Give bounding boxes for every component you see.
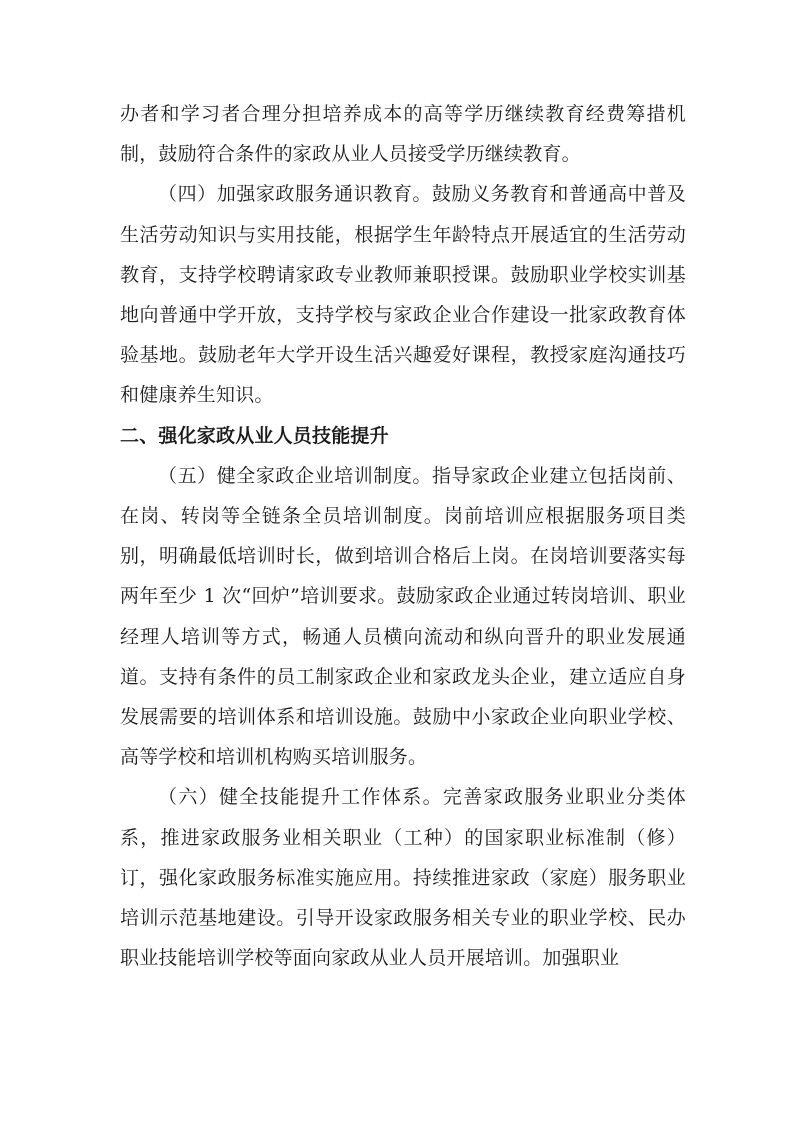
paragraph-section-4: （四）加强家政服务通识教育。鼓励义务教育和普通高中普及生活劳动知识与实用技能，根据学生年龄特点开展适宜的生活劳动教育，支持学校聘请家政专业教师兼职授课。鼓励职业学校实训基地向普通中学开放，支持学校与家政企业合作建设一批家政教育体验基地。鼓励老年大学开设生活兴趣爱好课程，教授家庭沟通技巧和健康养生知识。: [120, 183, 686, 407]
paragraph-continuation: 办者和学习者合理分担培养成本的高等学历继续教育经费筹措机制，鼓励符合条件的家政从业人员接受学历继续教育。: [120, 103, 686, 166]
paragraph-section-5: （五）健全家政企业培训制度。指导家政企业建立包括岗前、在岗、转岗等全链条全员培训制度。岗前培训应根据服务项目类别，明确最低培训时长，做到培训合格后上岗。在岗培训要落实每两年至少 1 次“回炉”培训要求。鼓励家政企业通过转岗培训、职业经理人培训等方式，畅通人员横向流动和纵向晋升的职业发展通道。支持有条件的员工制家政企业和家政龙头企业，建立适应自身发展需要的培训体系和培训设施。鼓励中小家政企业向职业学校、高等学校和培训机构购买培训服务。: [120, 464, 686, 769]
document-body: [120, 94, 686, 978]
section-heading-2: 二、强化家政从业人员技能提升: [120, 424, 389, 447]
paragraph-section-6: （六）健全技能提升工作体系。完善家政服务业职业分类体系，推进家政服务业相关职业（工种）的国家职业标准制（修）订，强化家政服务标准实施应用。持续推进家政（家庭）服务职业培训示范基地建设。引导开设家政服务相关专业的职业学校、民办职业技能培训学校等面向家政从业人员开展培训。加强职业: [120, 786, 686, 970]
